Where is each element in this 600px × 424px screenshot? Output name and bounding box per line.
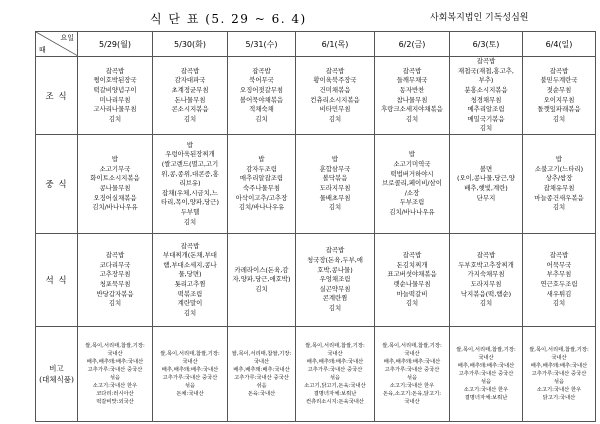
origin-note-line: 코다리:러시아산 bbox=[96, 391, 134, 398]
origin-note-line: 섞음 bbox=[553, 379, 565, 386]
menu-item: 가지숙채무침 bbox=[467, 270, 505, 279]
menu-item: 잡곡밥 bbox=[325, 246, 345, 255]
menu-item: (오이,콩나물,당근,양 bbox=[457, 174, 515, 183]
origin-note-line: 고추가루:국내산 중국산 bbox=[531, 370, 587, 377]
menu-item: 밥 bbox=[111, 155, 119, 164]
origin-note-line: 섞음 bbox=[184, 383, 196, 390]
origin-note-line: 소고기:국내산 한우 bbox=[389, 383, 435, 390]
origin-note-line: 쌀,목이,서리태,찹쌀,기장: bbox=[160, 350, 220, 357]
menu-item: 밥 bbox=[555, 155, 563, 164]
menu-item: /소장 bbox=[404, 188, 420, 197]
origin-note-line: 쌀,목이,서리태,찹쌀,기장: bbox=[456, 346, 516, 353]
meal-label: 조 식 bbox=[36, 57, 78, 135]
menu-body bbox=[36, 57, 596, 422]
menu-item: 비타민무침 bbox=[319, 105, 351, 114]
origin-note-line: 고추가루:국내산 중국산 bbox=[234, 375, 289, 381]
origin-note-line: 국내산 bbox=[404, 399, 420, 406]
menu-cell bbox=[296, 327, 375, 422]
menu-item: 숙주나물무침 bbox=[242, 184, 281, 192]
menu-item: 김치 bbox=[479, 124, 493, 133]
menu-cell bbox=[450, 135, 523, 234]
origin-note-line: 쌀,목이,서리태,찹쌀,기장: bbox=[305, 342, 365, 349]
menu-item: 잡곡밥 bbox=[549, 251, 569, 260]
menu-cell bbox=[450, 57, 523, 135]
origin-note-line: 배추,배추돼:배추:국내산 bbox=[233, 366, 290, 373]
menu-item: 카레라이스(돈육,감 bbox=[234, 265, 289, 274]
origin-note-line: 쌀,목이,서리태,찹쌀,기장: bbox=[85, 342, 145, 349]
menu-cell bbox=[78, 327, 153, 422]
origin-note-line: 쌀,목이,서리태,찹쌀,기장: bbox=[529, 346, 589, 353]
header bbox=[0, 0, 600, 30]
menu-item: 소고기미역국 bbox=[393, 160, 431, 169]
menu-item: 떡갈비양념구이 bbox=[93, 85, 137, 94]
menu-cell bbox=[296, 135, 375, 234]
menu-item: 잡곡밥 bbox=[252, 66, 271, 75]
origin-note-line: 국내산 bbox=[551, 354, 567, 361]
origin-note-line: 떡갈비맛:외국산 bbox=[96, 399, 134, 406]
menu-cell bbox=[228, 327, 296, 422]
menu-item: 오징어젓갈무침 bbox=[239, 85, 284, 94]
origin-note-line: 섞음 bbox=[480, 379, 492, 386]
origin-note-line: 배추,배추돼:배추:국내산 bbox=[161, 366, 219, 373]
menu-item: 콩나물무침 bbox=[99, 184, 131, 192]
menu-cell bbox=[450, 327, 523, 422]
origin-note-line: 고추가루:국내산 중국산 bbox=[458, 370, 514, 377]
menu-item: 미나리무침 bbox=[99, 95, 131, 104]
menu-item: 매추리알잡조림 bbox=[239, 174, 284, 183]
menu-item: 김치/바나나우유 bbox=[238, 203, 285, 212]
menu-item: 후랑크소세지야채볶음 bbox=[381, 105, 443, 114]
menu-item: 아삭이고추/고추장 bbox=[235, 193, 288, 202]
menu-item: 볼닥볶음 bbox=[322, 174, 348, 183]
menu-item: 도라지무침 bbox=[470, 280, 502, 288]
corner-cell bbox=[36, 32, 78, 57]
menu-item: 적채숙채 bbox=[249, 105, 274, 114]
origin-note-line: 컨츄리소시지:돈육국내산 bbox=[305, 399, 365, 406]
menu-item: 볼어묵야채볶음 bbox=[239, 95, 284, 104]
origin-note-line: 돈채:국내산 bbox=[176, 391, 204, 398]
menu-item: 마늘종건새우볶음 bbox=[534, 193, 584, 202]
menu-item: 잡곡밥 bbox=[105, 251, 125, 260]
menu-item: 김치 bbox=[255, 114, 268, 123]
menu-item: 잡곡밥 bbox=[476, 57, 496, 66]
menu-item: 두부호박고추장찌개 bbox=[458, 260, 514, 269]
menu-item: 상추/쌈장 bbox=[545, 174, 573, 183]
day-header: 6/3(토) bbox=[450, 32, 523, 57]
menu-item: 김치 bbox=[328, 114, 342, 123]
menu-item: 실곤약무침 bbox=[319, 284, 351, 293]
menu-item: 건미채볶음 bbox=[319, 85, 351, 94]
menu-item: 배추,햇빛,계란) bbox=[464, 184, 508, 192]
menu-item: 소불고기(느타리) bbox=[534, 164, 584, 173]
origin-note-line: 고추가루:국내산 중국산 bbox=[162, 375, 218, 381]
menu-item: 밥 bbox=[186, 140, 194, 149]
menu-item: 김치 bbox=[183, 217, 197, 226]
menu-item: 메밀국기볶음 bbox=[467, 114, 505, 123]
menu-item: 김치 bbox=[183, 114, 197, 123]
menu-cell bbox=[228, 57, 296, 135]
origin-note-line: 국내산 bbox=[478, 354, 494, 361]
meal-row bbox=[36, 234, 596, 327]
menu-cell bbox=[375, 327, 450, 422]
menu-item: 단무지 bbox=[476, 193, 496, 202]
menu-item: 물배초무침 bbox=[319, 193, 351, 202]
menu-item: 우렁아욱된장찌개 bbox=[165, 150, 215, 159]
menu-item: 김치 bbox=[479, 299, 493, 308]
menu-item: 밥 bbox=[408, 150, 416, 159]
menu-item: 김치/바나나우유 bbox=[92, 203, 138, 212]
menu-item: 참나물무침 bbox=[396, 95, 428, 104]
menu-cell bbox=[153, 57, 228, 135]
menu-item: 돈나물무침 bbox=[174, 95, 206, 104]
menu-cell bbox=[523, 327, 596, 422]
menu-cell bbox=[78, 135, 153, 234]
menu-cell bbox=[375, 135, 450, 234]
menu-cell bbox=[78, 57, 153, 135]
origin-note-line: 국내산 bbox=[253, 358, 270, 365]
day-header: 5/31(수) bbox=[228, 32, 296, 57]
menu-item: 김치 bbox=[108, 114, 122, 123]
menu-item: 김치 bbox=[255, 284, 268, 293]
menu-cell bbox=[296, 57, 375, 135]
menu-item: 청국장(돈육,두부,애 bbox=[307, 256, 363, 265]
menu-item: 잡곡밥 bbox=[180, 241, 200, 250]
menu-item: 잡곡밥 bbox=[402, 251, 422, 260]
menu-item: 랫순나물무침 bbox=[393, 280, 431, 288]
meal-label: 석 식 bbox=[36, 234, 78, 327]
menu-item: 분홍소시지볶음 bbox=[464, 85, 508, 94]
menu-item: 자,양파,당근,애호박) bbox=[232, 275, 291, 284]
origin-note-line: 국내산 bbox=[404, 350, 420, 357]
origin-note-line: 섞음 bbox=[109, 375, 121, 381]
menu-item: 김치 bbox=[552, 114, 566, 123]
menu-cell bbox=[523, 234, 596, 327]
menu-item: 김치 bbox=[405, 299, 419, 308]
origin-note-line: 섞음 bbox=[406, 375, 418, 381]
menu-item: 표고버섯야채볶음 bbox=[387, 270, 437, 279]
menu-item: 김치 bbox=[183, 308, 197, 317]
menu-cell bbox=[78, 234, 153, 327]
menu-item: 김치 bbox=[108, 299, 122, 308]
menu-item: 훈합삼무국 bbox=[319, 164, 351, 173]
meal-label: 중 식 bbox=[36, 135, 78, 234]
origin-note-line: 소고기,닭고기,돈육:국내산 bbox=[304, 383, 366, 390]
menu-item: 오이지무침 bbox=[543, 95, 575, 104]
menu-item: 동자반찬 bbox=[399, 85, 425, 94]
menu-table bbox=[35, 31, 596, 422]
origin-note-line: 섞음 bbox=[329, 375, 341, 381]
origin-note-line: 돈육,소고기:돈육,닭고기: bbox=[382, 391, 442, 398]
menu-item: 쩡이호박된장국 bbox=[93, 76, 137, 85]
origin-note-line: 닭고기:국내산 bbox=[542, 395, 576, 402]
menu-item: 청포묵무침 bbox=[99, 280, 131, 288]
menu-item: 잡곡밥 bbox=[180, 66, 200, 75]
origin-note-line: 소고기:국내산 한우 bbox=[536, 387, 582, 394]
corner-meal-label: 때 bbox=[39, 46, 46, 54]
menu-item: 우엉채조림 bbox=[319, 275, 351, 284]
menu-item: 밥 bbox=[331, 155, 339, 164]
origin-note-line: 국내산 bbox=[107, 350, 123, 357]
menu-item: 잡곡밥 bbox=[476, 251, 496, 260]
menu-item: 리브유) bbox=[179, 179, 201, 188]
menu-cell bbox=[523, 57, 596, 135]
menu-item: 고사리나물무침 bbox=[93, 105, 137, 114]
origin-note-line: 소고기:국내산 한우 bbox=[463, 387, 509, 394]
corner-weekday-label: 요일 bbox=[60, 34, 74, 42]
menu-item: 코다리무국 bbox=[99, 260, 131, 269]
menu-item: 계란말이 bbox=[177, 299, 203, 308]
origin-note-line: 배추,배추돼:배추:국내산 bbox=[306, 358, 364, 365]
menu-item: 밥 bbox=[258, 155, 265, 164]
menu-item: 잡채유무침 bbox=[543, 184, 575, 192]
origin-note-line: 고추가루:국내산 중국산 bbox=[307, 366, 363, 373]
menu-item: 어묵무국 bbox=[546, 260, 572, 269]
menu-item: 들깨무채국 bbox=[396, 76, 428, 85]
origin-note-line: 쌀,목이,서리태,찹쌀,기장: bbox=[382, 342, 442, 349]
menu-cell bbox=[228, 135, 296, 234]
menu-item: 브로콜리,페이비/삼이 bbox=[382, 179, 442, 188]
menu-item: 오징어실채볶음 bbox=[93, 193, 137, 202]
menu-item: 화이트소시지볶음 bbox=[90, 174, 140, 183]
menu-item: 김치 bbox=[328, 203, 342, 212]
organization-name: 사회복지법인 기독성심원 bbox=[430, 13, 529, 23]
menu-item: 잡곡밥 bbox=[549, 66, 569, 75]
menu-item: 위,콩,종위,대콘증,홍 bbox=[161, 169, 219, 178]
menu-cell bbox=[153, 327, 228, 422]
menu-cell bbox=[296, 234, 375, 327]
menu-item: 타리,목이,양파,당근) bbox=[161, 198, 219, 207]
menu-cell bbox=[375, 57, 450, 135]
origin-note-line: 결명녀자체:보뤄난 bbox=[313, 391, 357, 398]
menu-item: 잡곡밥 bbox=[325, 66, 345, 75]
menu-item: 물,당면) bbox=[178, 270, 202, 279]
menu-item: 김치/바나나우유 bbox=[389, 207, 435, 216]
day-header: 6/1(목) bbox=[296, 32, 375, 57]
menu-item: 햄,부대소세지,콩나 bbox=[163, 260, 217, 269]
origin-note-line: 고추가루:국내산 중국산 bbox=[87, 366, 143, 373]
origin-note-line: 돈육:국내산 bbox=[247, 391, 276, 398]
origin-note-line: 고추가루:국내산 중국산 bbox=[384, 366, 440, 373]
menu-cell bbox=[450, 234, 523, 327]
menu-item: 반당갑자볶음 bbox=[96, 289, 134, 298]
menu-item: 콘소시지볶음 bbox=[171, 105, 209, 114]
menu-item: 잡채(우체,시금치,느 bbox=[162, 188, 218, 197]
menu-item: 낙지볶음(떡,햄순) bbox=[460, 289, 512, 298]
menu-item: 마늘떡갈비 bbox=[396, 289, 428, 298]
menu-item: 연근호두조림 bbox=[540, 280, 578, 288]
menu-item: 잡곡밥 bbox=[105, 66, 125, 75]
menu-item: 볼면 bbox=[479, 164, 493, 173]
menu-item: 황이육북주장국 bbox=[313, 76, 357, 85]
menu-item: 떡법버거하야시 bbox=[390, 169, 434, 178]
origin-note-line: 배추,배추돼:배추:국내산 bbox=[530, 362, 588, 369]
menu-item: (쌀고렌드(멸고,고기 bbox=[161, 160, 219, 169]
origin-note-line: 쌀,목이,서리태,찹쌀,기장: bbox=[231, 350, 292, 357]
menu-cell bbox=[153, 135, 228, 234]
day-header: 6/2(금) bbox=[375, 32, 450, 57]
menu-cell bbox=[153, 234, 228, 327]
menu-item: 돌깻잎파래볶음 bbox=[537, 105, 581, 114]
menu-item: 두부헬 bbox=[180, 207, 200, 216]
day-header: 5/30(화) bbox=[153, 32, 228, 57]
menu-item: 컨츄리소시지볶음 bbox=[310, 95, 360, 104]
origin-note-line: 배추,배추돼:배추:국내산 bbox=[457, 362, 515, 369]
menu-item: 두부조림 bbox=[399, 198, 425, 207]
page-title: 식 단 표 (5. 29 ~ 6. 4) bbox=[150, 12, 307, 26]
menu-item: 김치 bbox=[552, 299, 566, 308]
menu-item: 소고기무국 bbox=[99, 164, 131, 173]
day-header: 5/29(월) bbox=[78, 32, 153, 57]
menu-item: 새우튀김 bbox=[546, 289, 572, 298]
menu-cell bbox=[228, 234, 296, 327]
menu-item: 김치 bbox=[552, 203, 566, 212]
origin-note-line: 배추,배추돼:배추:국내산 bbox=[383, 358, 441, 365]
origin-note-line: 국내산 bbox=[182, 358, 198, 365]
menu-item: 부추무침 bbox=[546, 270, 572, 279]
menu-item: 부추) bbox=[478, 76, 494, 85]
menu-item: 김치 bbox=[405, 114, 419, 123]
menu-item: 메추리알조림 bbox=[467, 105, 505, 114]
menu-item: 북어무국 bbox=[249, 76, 274, 85]
meal-row bbox=[36, 135, 596, 234]
meal-row bbox=[36, 57, 596, 135]
menu-item: 부대찌개(돈채,부대 bbox=[163, 251, 217, 260]
menu-item: 청경채무침 bbox=[470, 95, 502, 104]
menu-item: 불믿두계란국 bbox=[540, 76, 578, 85]
meal-row bbox=[36, 327, 596, 422]
menu-item: 호박,콩나물) bbox=[317, 265, 353, 274]
menu-item: 감자두조림 bbox=[246, 164, 277, 173]
menu-item: 초계정균무침 bbox=[171, 85, 209, 94]
origin-note-line: 소고기:국내산 한우 bbox=[92, 383, 138, 390]
meal-label: 비고 (대체식품) bbox=[36, 327, 78, 422]
menu-item: 감자대파국 bbox=[174, 76, 206, 85]
menu-item: 젓순무침 bbox=[546, 85, 572, 94]
day-header: 6/4(일) bbox=[523, 32, 596, 57]
menu-cell bbox=[523, 135, 596, 234]
origin-note-line: 국내산 bbox=[327, 350, 343, 357]
menu-item: 고추장무침 bbox=[99, 270, 131, 279]
menu-item: 잡곡밥 bbox=[402, 66, 422, 75]
menu-item: 톳리고추찜 bbox=[174, 280, 206, 288]
menu-item: 돈김치찌개 bbox=[396, 260, 428, 269]
menu-item: 콘계란찜 bbox=[322, 294, 348, 303]
origin-note-line: 배추,배추돼:배추:국내산 bbox=[86, 358, 144, 365]
menu-cell bbox=[375, 234, 450, 327]
origin-note-line: 결명녀자체:보뤄난 bbox=[464, 395, 508, 402]
day-header-row bbox=[36, 32, 596, 57]
origin-note-line: 섞음 bbox=[256, 383, 267, 390]
menu-item: 재첩국(재첩,홍고추, bbox=[458, 66, 514, 75]
menu-item: 도라지무침 bbox=[319, 184, 351, 192]
menu-item: 떡볶조림 bbox=[177, 289, 203, 298]
menu-item: 김치 bbox=[328, 303, 342, 312]
